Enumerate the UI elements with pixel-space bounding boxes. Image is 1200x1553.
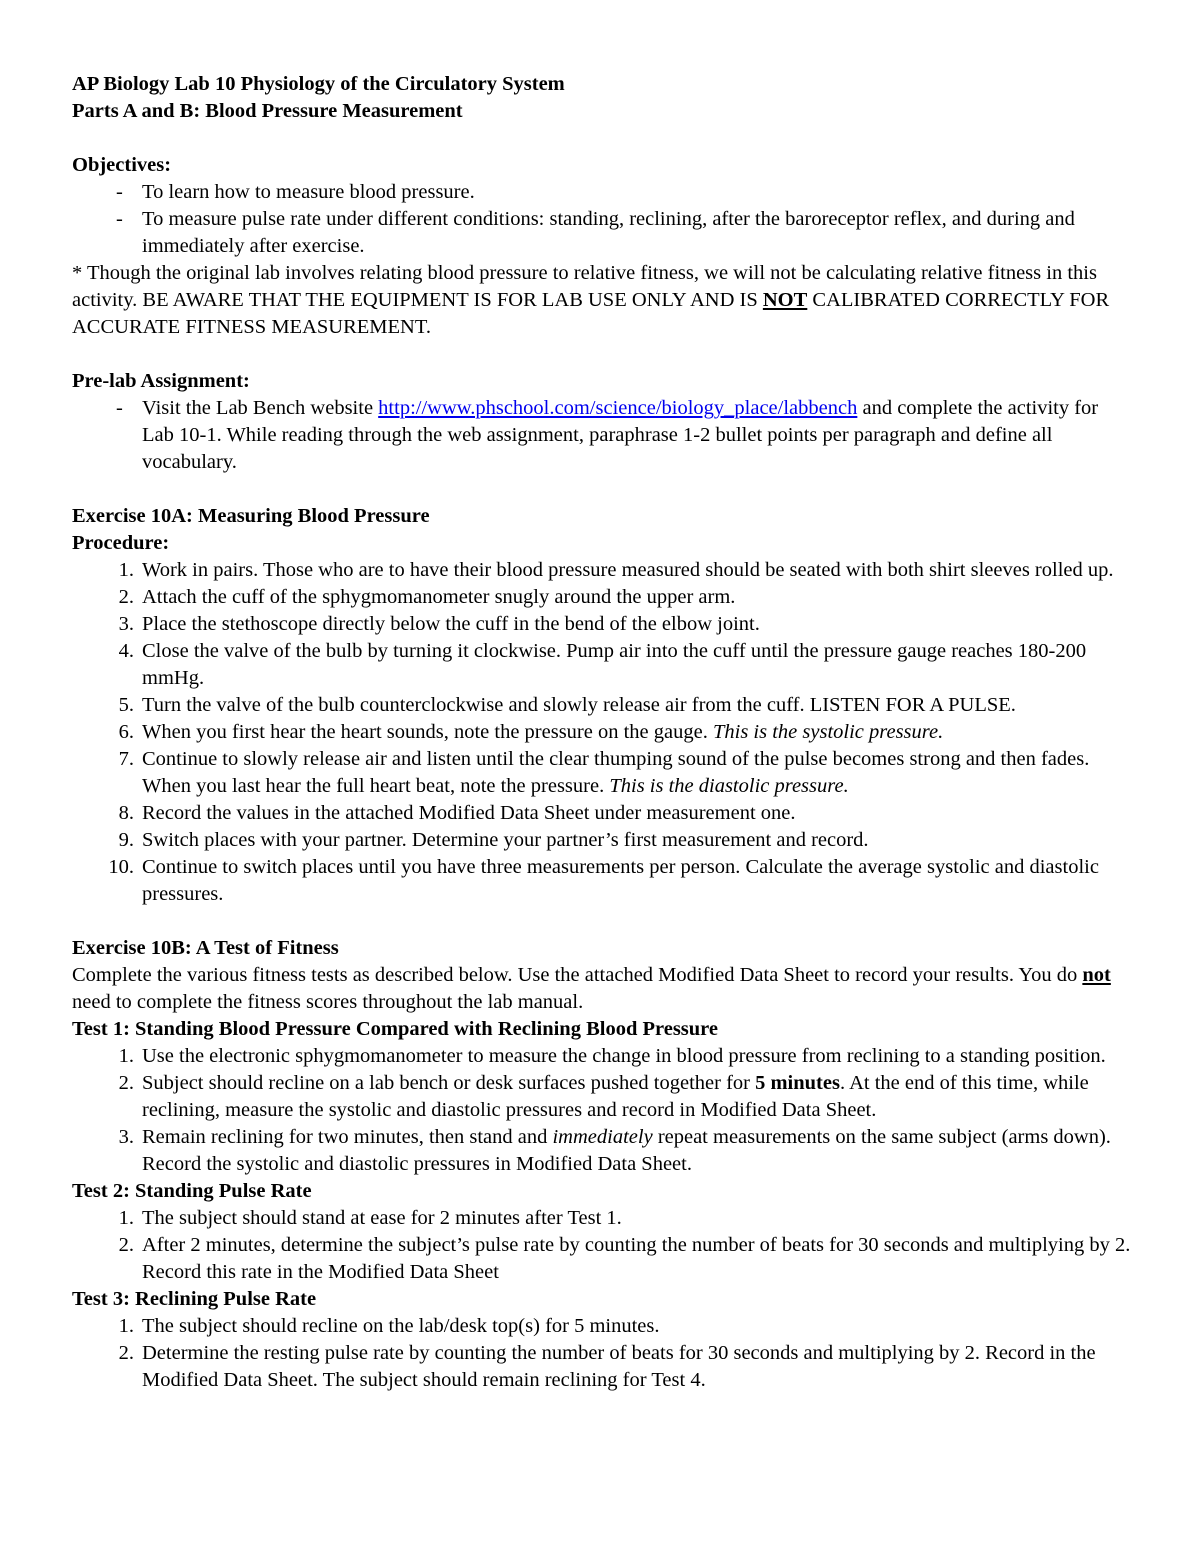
test1-heading: Test 1: Standing Blood Pressure Compared with Reclining Blood Pressure	[72, 1018, 719, 1040]
test1-step: Use the electronic sphygmomanometer to measure the change in blood pressure from reclining to a standing position.	[142, 1045, 1106, 1067]
list-number: 1.	[118, 1315, 134, 1337]
dash-bullet: -	[116, 181, 123, 203]
objectives-list	[72, 179, 1132, 260]
test1-step	[142, 1124, 1132, 1178]
list-item	[72, 827, 1132, 854]
document-page	[72, 71, 1132, 1394]
test3-step: The subject should recline on the lab/desk top(s) for 5 minutes.	[142, 1315, 660, 1337]
test3-list	[72, 1313, 1132, 1394]
step-text: Switch places with your partner. Determine your partner’s first measurement and record.	[142, 829, 869, 851]
prelab-text-before: Visit the Lab Bench website	[142, 397, 379, 419]
dash-bullet: -	[116, 208, 123, 230]
list-item	[72, 206, 1132, 260]
step-text: When you first hear the heart sounds, note the pressure on the gauge.	[142, 721, 713, 743]
intro-emphasis: not	[1082, 964, 1111, 986]
labbench-link[interactable]: http://www.phschool.com/science/biology_place/labbench	[378, 397, 858, 419]
procedure-step	[142, 827, 1132, 854]
list-item	[72, 746, 1132, 800]
objective-text: To measure pulse rate under different conditions: standing, reclining, after the baroreceptor reflex, and during and immediately after exercise.	[142, 208, 1075, 257]
note-text: * Though the original lab involves relating blood pressure to relative fitness, we will not be calculating relative fitness in this activity. BE AWARE THAT THE EQUIPMENT IS FOR LAB USE ONLY AND IS	[72, 262, 1097, 311]
procedure-step	[142, 746, 1132, 800]
list-item	[72, 854, 1132, 908]
step-text: Close the valve of the bulb by turning it clockwise. Pump air into the cuff until the pressure gauge reaches 180-200 mmHg.	[142, 640, 1087, 689]
step-text: Work in pairs. Those who are to have their blood pressure measured should be seated with both shirt sleeves rolled up.	[142, 559, 1114, 581]
list-item	[72, 638, 1132, 692]
list-number: 10.	[108, 856, 134, 878]
step-text: Continue to switch places until you have three measurements per person. Calculate the average systolic and diastolic pressures.	[142, 856, 1099, 905]
list-item	[72, 1043, 1132, 1070]
list-number: 2.	[118, 586, 134, 608]
list-number: 1.	[118, 1045, 134, 1067]
list-number: 1.	[118, 1207, 134, 1229]
step-text: Remain reclining for two minutes, then stand and	[142, 1126, 553, 1148]
procedure-list	[72, 557, 1132, 908]
objectives-heading: Objectives:	[72, 154, 172, 176]
procedure-step	[142, 638, 1132, 692]
list-item	[72, 1340, 1132, 1394]
prelab-text	[142, 395, 1132, 476]
list-number: 4.	[118, 640, 134, 662]
fitness-note	[72, 260, 1132, 341]
dash-bullet: -	[116, 397, 123, 419]
spacer	[72, 908, 1132, 935]
list-item	[72, 611, 1132, 638]
step-emphasis: 5 minutes	[755, 1072, 840, 1094]
list-number: 2.	[118, 1342, 134, 1364]
procedure-step	[142, 611, 1132, 638]
spacer	[72, 341, 1132, 368]
note-text: CALIBRATED CORRECTLY FOR ACCURATE FITNESS MEASUREMENT.	[72, 289, 1110, 338]
test2-heading: Test 2: Standing Pulse Rate	[72, 1180, 312, 1202]
exercise-10b-intro	[72, 962, 1132, 1016]
step-emphasis: This is the systolic pressure.	[712, 721, 944, 743]
step-text: repeat measurements on the same subject (arms down). Record the systolic and diastolic pressures in Modified Data Sheet.	[142, 1126, 1111, 1175]
objective-text: To learn how to measure blood pressure.	[142, 181, 475, 203]
step-text: Place the stethoscope directly below the cuff in the bend of the elbow joint.	[142, 613, 760, 635]
list-item	[72, 1232, 1132, 1286]
procedure-step	[142, 719, 1132, 746]
note-emphasis: NOT	[762, 289, 808, 311]
list-number: 6.	[118, 721, 134, 743]
prelab-text-after: and complete the activity for Lab 10-1. While reading through the web assignment, paraphrase 1-2 bullet points per paragraph and define all vocabulary.	[142, 397, 1099, 473]
step-emphasis: This is the diastolic pressure.	[609, 775, 849, 797]
test2-step: The subject should stand at ease for 2 minutes after Test 1.	[142, 1207, 622, 1229]
intro-text: Complete the various fitness tests as described below. Use the attached Modified Data Sheet to record your results. You do	[72, 964, 1083, 986]
procedure-step	[142, 800, 1132, 827]
list-item	[72, 557, 1132, 584]
exercise-10a-heading: Exercise 10A: Measuring Blood Pressure	[72, 505, 430, 527]
list-number: 3.	[118, 1126, 134, 1148]
list-number: 3.	[118, 613, 134, 635]
prelab-list	[72, 395, 1132, 476]
procedure-heading: Procedure:	[72, 532, 170, 554]
test2-step: After 2 minutes, determine the subject’s pulse rate by counting the number of beats for 30 seconds and multiplying by 2. Record this rate in the Modified Data Sheet	[142, 1234, 1131, 1283]
test2-list	[72, 1205, 1132, 1286]
step-text: Attach the cuff of the sphygmomanometer snugly around the upper arm.	[142, 586, 736, 608]
spacer	[72, 125, 1132, 152]
procedure-step	[142, 584, 1132, 611]
list-item	[72, 692, 1132, 719]
step-text: Continue to slowly release air and listen until the clear thumping sound of the pulse becomes strong and then fades. When you last hear the full heart beat, note the pressure.	[142, 748, 1090, 797]
list-number: 9.	[118, 829, 134, 851]
step-emphasis: immediately	[552, 1126, 653, 1148]
intro-text: need to complete the fitness scores throughout the lab manual.	[72, 991, 584, 1013]
document-subtitle: Parts A and B: Blood Pressure Measurement	[72, 100, 463, 122]
list-item	[72, 1124, 1132, 1178]
step-text: Turn the valve of the bulb counterclockwise and slowly release air from the cuff. LISTEN FOR A PULSE.	[142, 694, 1016, 716]
step-text: Record the values in the attached Modified Data Sheet under measurement one.	[142, 802, 796, 824]
list-number: 1.	[118, 559, 134, 581]
procedure-step	[142, 854, 1132, 908]
test3-heading: Test 3: Reclining Pulse Rate	[72, 1288, 317, 1310]
list-item	[72, 395, 1132, 476]
list-item	[72, 719, 1132, 746]
exercise-10b-heading: Exercise 10B: A Test of Fitness	[72, 937, 339, 959]
document-title: AP Biology Lab 10 Physiology of the Circulatory System	[72, 73, 565, 95]
list-item	[72, 584, 1132, 611]
test3-step: Determine the resting pulse rate by counting the number of beats for 30 seconds and multiplying by 2. Record in the Modified Data Sheet. The subject should remain reclining for Test 4.	[142, 1342, 1096, 1391]
prelab-heading: Pre-lab Assignment:	[72, 370, 250, 392]
list-number: 2.	[118, 1072, 134, 1094]
step-text: . At the end of this time, while reclining, measure the systolic and diastolic pressures and record in Modified Data Sheet.	[142, 1072, 1089, 1121]
procedure-step	[142, 692, 1132, 719]
list-number: 7.	[118, 748, 134, 770]
list-number: 2.	[118, 1234, 134, 1256]
list-item	[72, 1313, 1132, 1340]
list-number: 8.	[118, 802, 134, 824]
list-item	[72, 1205, 1132, 1232]
list-number: 5.	[118, 694, 134, 716]
list-item	[72, 800, 1132, 827]
spacer	[72, 476, 1132, 503]
list-item	[72, 1070, 1132, 1124]
list-item	[72, 179, 1132, 206]
procedure-step	[142, 557, 1132, 584]
test1-list	[72, 1043, 1132, 1178]
test1-step	[142, 1070, 1132, 1124]
step-text: Subject should recline on a lab bench or desk surfaces pushed together for	[142, 1072, 756, 1094]
